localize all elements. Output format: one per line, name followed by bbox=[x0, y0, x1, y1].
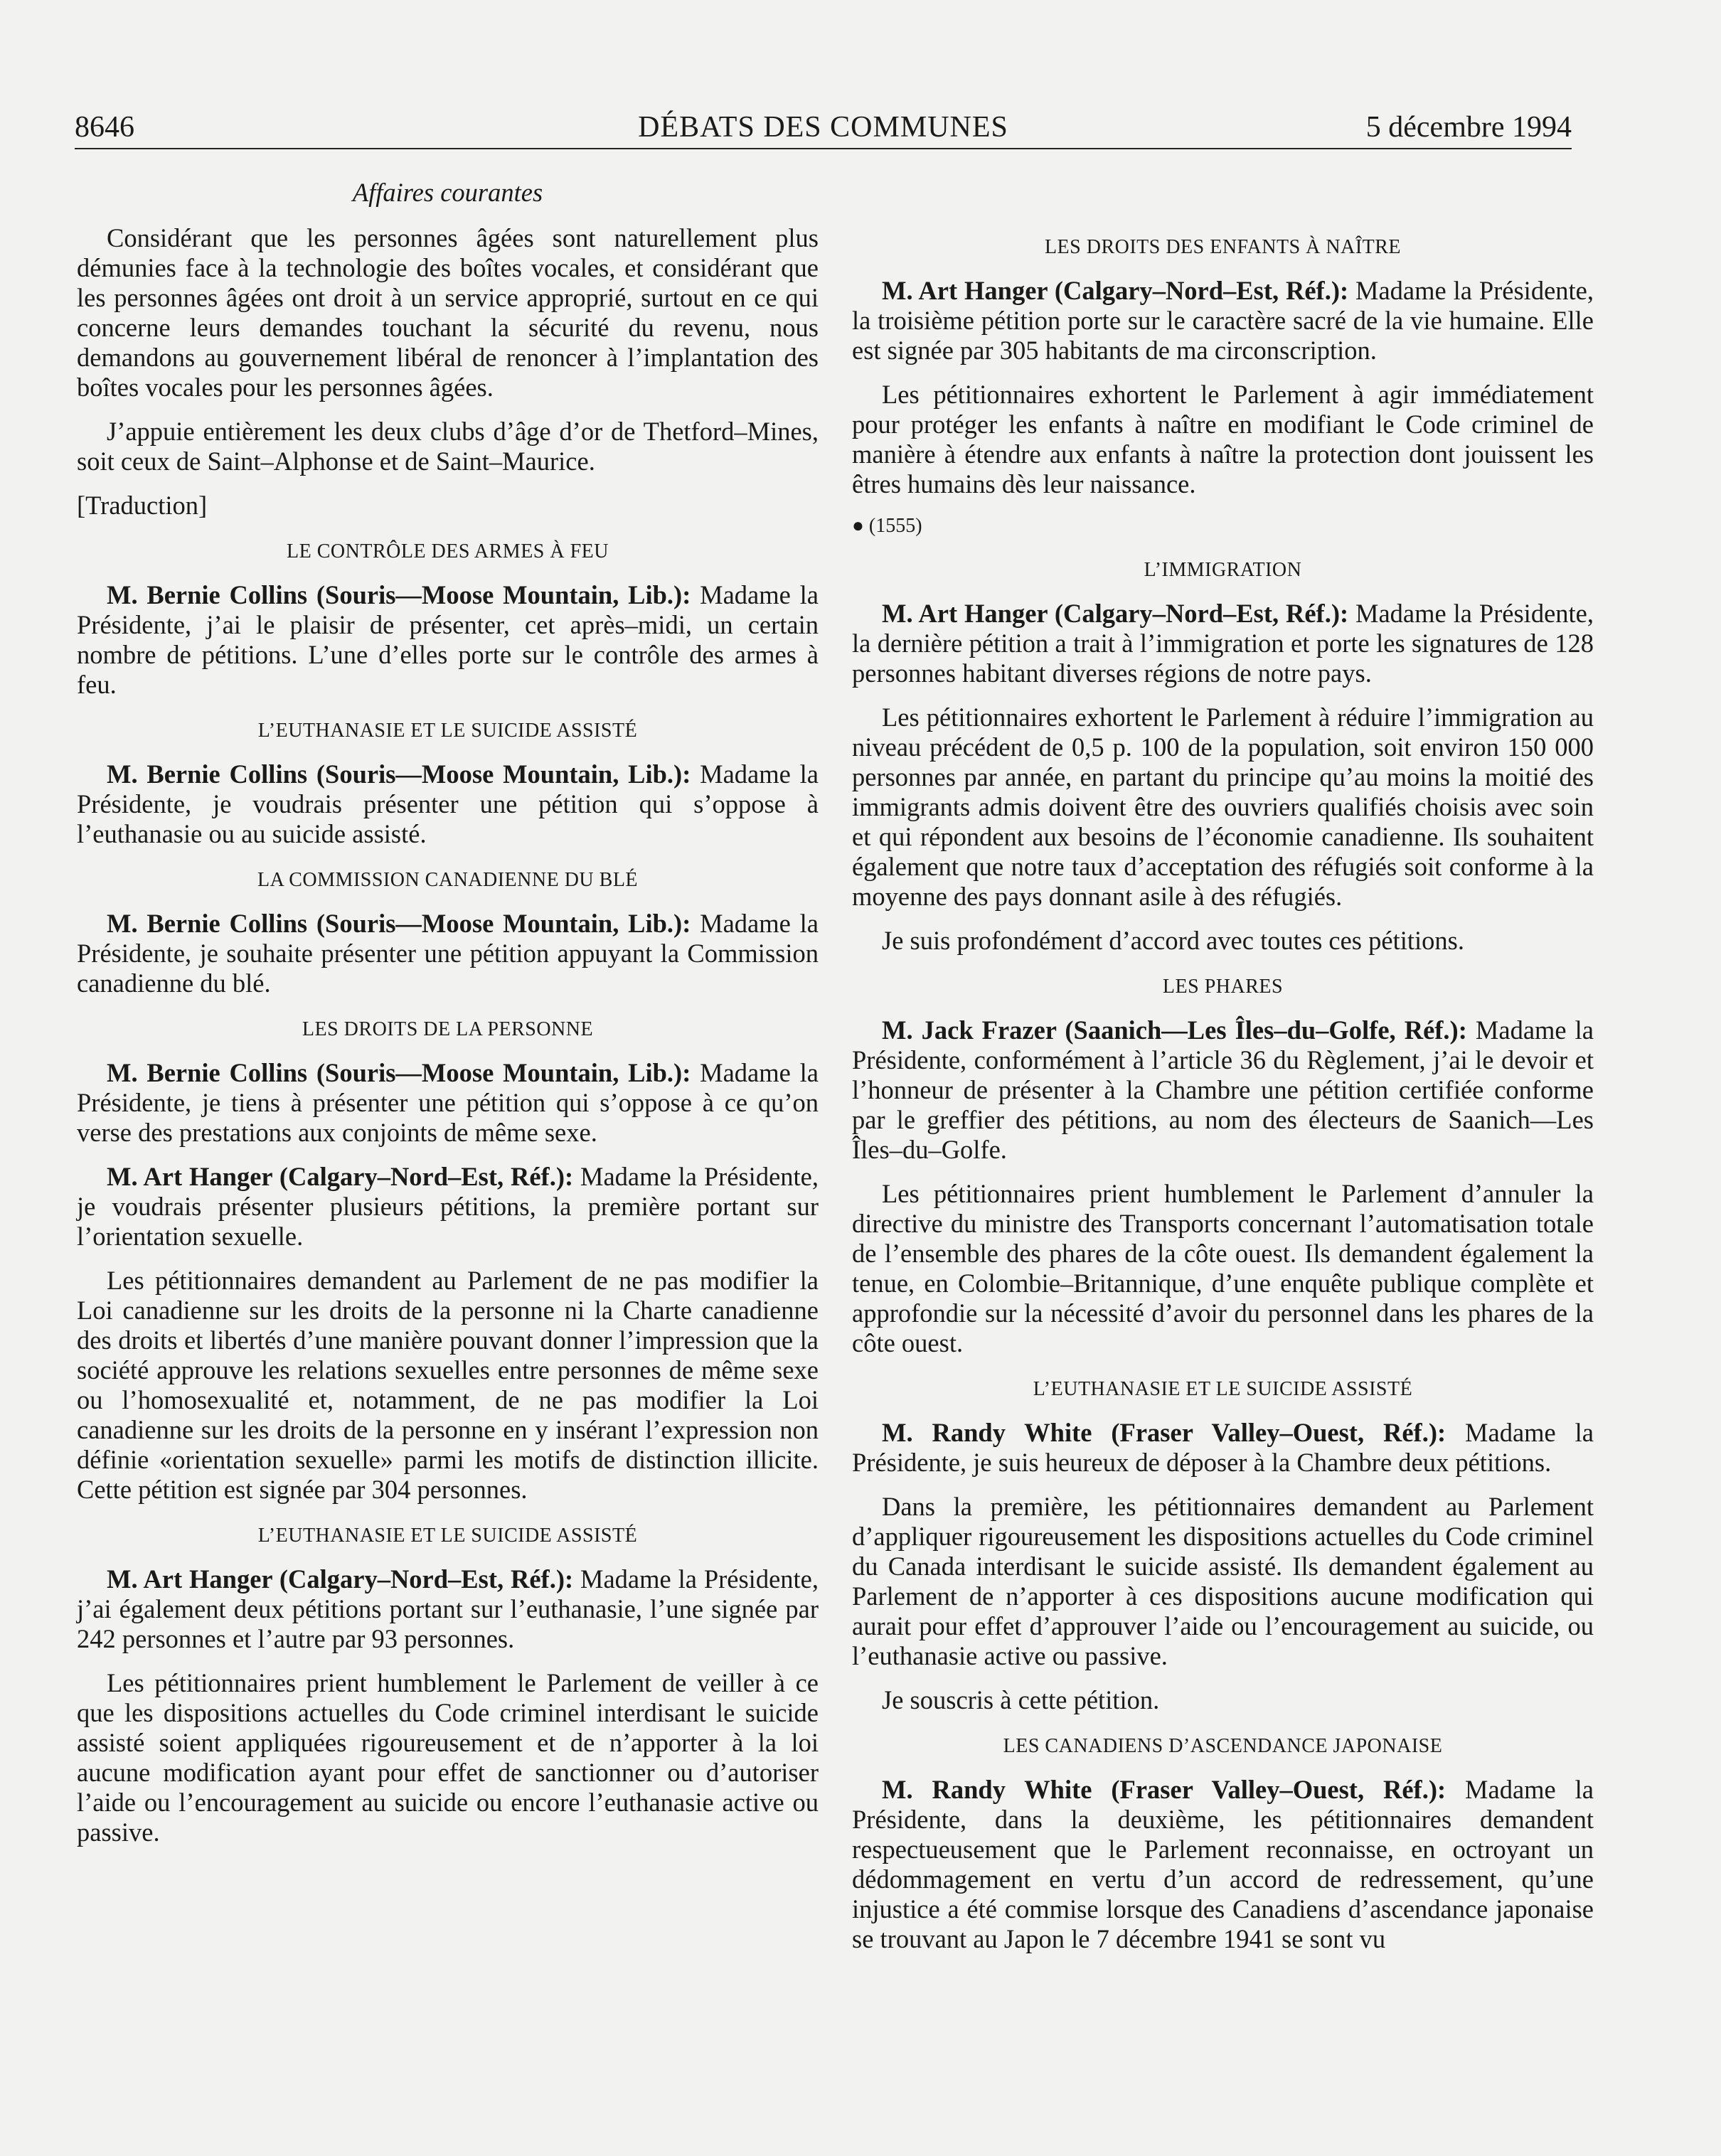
section-heading: LA COMMISSION CANADIENNE DU BLÉ bbox=[257, 869, 639, 891]
section-heading: LES DROITS DES ENFANTS À NAÎTRE bbox=[1044, 236, 1402, 258]
speaker-name: M. Art Hanger (Calgary–Nord–Est, Réf.): bbox=[107, 1162, 574, 1191]
speech-text: Madame la Présidente, j’ai le plaisir de présenter, cet après–midi, un certain nombre de pétitions. L’une d’elles porte sur le contrôle des armes à feu. bbox=[77, 580, 819, 699]
speech-text: Madame la Présidente, je tiens à présenter une pétition qui s’oppose à ce qu’on verse des prestations aux conjoints de même sexe. bbox=[77, 1058, 819, 1147]
section-heading: LES DROITS DE LA PERSONNE bbox=[302, 1018, 594, 1040]
speaker-name: M. Randy White (Fraser Valley–Ouest, Réf.): bbox=[882, 1775, 1446, 1804]
speech bbox=[852, 276, 1594, 365]
speaker-name: M. Bernie Collins (Souris—Moose Mountain, Lib.): bbox=[107, 909, 691, 938]
section-heading: LES PHARES bbox=[1162, 976, 1284, 998]
section-heading: L’IMMIGRATION bbox=[1144, 559, 1302, 581]
speech bbox=[77, 1058, 819, 1148]
speech-text: Madame la Présidente, dans la deuxième, les pétitionnaires demandent respectueusement que le Parlement reconnaisse, en octroyant un dédommagement en vertu d’un accord de redressement, qu’une injustice a été commise lorsque des Canadiens d’ascendance japonaise se trouvant au Japon le 7 décembre 1941 se sont vu bbox=[852, 1775, 1594, 1953]
page-header bbox=[75, 107, 1572, 149]
speaker-name: M. Bernie Collins (Souris—Moose Mountain, Lib.): bbox=[107, 580, 691, 609]
paragraph: Dans la première, les pétitionnaires demandent au Parlement d’appliquer rigoureusement les dispositions actuelles du Code criminel du Canada interdisant le suicide assisté. Ils demandent également au Parlement de n’apporter à ces dispositions aucune modification qui aurait pour effet d’approuver l’aide ou l’encouragement au suicide, ou l’euthanasie active ou passive. bbox=[852, 1492, 1594, 1670]
section-heading: L’EUTHANASIE ET LE SUICIDE ASSISTÉ bbox=[1033, 1378, 1413, 1400]
speech-text: Madame la Présidente, je voudrais présenter une pétition qui s’oppose à l’euthanasie ou au suicide assisté. bbox=[77, 759, 819, 848]
page-number: 8646 bbox=[75, 111, 134, 144]
speaker-name: M. Bernie Collins (Souris—Moose Mountain, Lib.): bbox=[107, 1058, 691, 1087]
speech-text: Madame la Présidente, je suis heureux de déposer à la Chambre deux pétitions. bbox=[852, 1418, 1594, 1477]
speech bbox=[77, 909, 819, 998]
paragraph: Je souscris à cette pétition. bbox=[882, 1685, 1160, 1714]
speech bbox=[77, 1564, 819, 1654]
speech bbox=[852, 1418, 1594, 1478]
speech-text: Madame la Présidente, la troisième pétition porte sur le caractère sacré de la vie humaine. Elle est signée par 305 habitants de ma circonscription. bbox=[852, 276, 1594, 365]
speaker-name: M. Randy White (Fraser Valley–Ouest, Réf.): bbox=[882, 1418, 1446, 1447]
paragraph: Considérant que les personnes âgées sont naturellement plus démunies face à la technologie des boîtes vocales, et considérant que les personnes âgées ont droit à un service approprié, surtout en ce qui concerne leurs demandes touchant la sécurité du revenu, nous demandons au gouvernement libéral de renoncer à l’implantation des boîtes vocales pour les personnes âgées. bbox=[77, 223, 819, 402]
section-heading: LE CONTRÔLE DES ARMES À FEU bbox=[287, 540, 609, 562]
paragraph: Les pétitionnaires prient humblement le Parlement de veiller à ce que les dispositions actuelles du Code criminel interdisant le suicide assisté soient appliquées rigoureusement et de n’apporter à la loi aucune modification ayant pour effet de sanctionner ou d’autoriser l’aide ou l’encouragement au suicide ou encore l’euthanasie active ou passive. bbox=[77, 1668, 819, 1847]
speaker-name: M. Jack Frazer (Saanich—Les Îles–du–Golfe, Réf.): bbox=[882, 1015, 1467, 1045]
paragraph: Je suis profondément d’accord avec toutes ces pétitions. bbox=[882, 926, 1464, 955]
speech-text: Madame la Présidente, conformément à l’article 36 du Règlement, j’ai le devoir et l’honneur de présenter à la Chambre une pétition certifiée conforme par le greffier des pétitions, au nom des électeurs de Saanich—Les Îles–du–Golfe. bbox=[852, 1015, 1594, 1164]
section-rubric: Affaires courantes bbox=[352, 178, 543, 207]
speech bbox=[77, 1162, 819, 1252]
speech bbox=[852, 1015, 1594, 1165]
speech bbox=[852, 599, 1594, 688]
speaker-name: M. Art Hanger (Calgary–Nord–Est, Réf.): bbox=[882, 276, 1349, 305]
speech-text: Madame la Présidente, je souhaite présenter une pétition appuyant la Commission canadienne du blé. bbox=[77, 909, 819, 998]
publication-date: 5 décembre 1994 bbox=[1365, 111, 1572, 144]
speaker-name: M. Art Hanger (Calgary–Nord–Est, Réf.): bbox=[882, 599, 1349, 628]
right-column bbox=[852, 178, 1594, 1968]
speech-text: Madame la Présidente, je voudrais présenter plusieurs pétitions, la première portant sur l’orientation sexuelle. bbox=[77, 1162, 819, 1251]
speech-text: Madame la Présidente, la dernière pétition a trait à l’immigration et porte les signatures de 128 personnes habitant diverses régions de notre pays. bbox=[852, 599, 1594, 688]
section-heading: LES CANADIENS D’ASCENDANCE JAPONAISE bbox=[1003, 1735, 1443, 1757]
publication-title: DÉBATS DES COMMUNES bbox=[638, 111, 1008, 144]
speech bbox=[77, 580, 819, 700]
time-marker: ● (1555) bbox=[852, 515, 922, 537]
speaker-name: M. Art Hanger (Calgary–Nord–Est, Réf.): bbox=[107, 1564, 574, 1594]
speech bbox=[852, 1775, 1594, 1954]
speech-text: Madame la Présidente, j’ai également deux pétitions portant sur l’euthanasie, l’une signée par 242 personnes et l’autre par 93 personnes. bbox=[77, 1564, 819, 1653]
section-heading: L’EUTHANASIE ET LE SUICIDE ASSISTÉ bbox=[257, 1525, 638, 1547]
speaker-name: M. Bernie Collins (Souris—Moose Mountain, Lib.): bbox=[107, 759, 691, 789]
left-column bbox=[77, 178, 819, 1862]
speech bbox=[77, 759, 819, 849]
paragraph: J’appuie entièrement les deux clubs d’âge d’or de Thetford–Mines, soit ceux de Saint–Alphonse et de Saint–Maurice. bbox=[77, 417, 819, 476]
section-heading: L’EUTHANASIE ET LE SUICIDE ASSISTÉ bbox=[257, 720, 638, 742]
paragraph: Les pétitionnaires exhortent le Parlement à réduire l’immigration au niveau précédent de 0,5 p. 100 de la population, soit environ 150 000 personnes par année, en partant du principe qu’au moins la moitié des immigrants admis doivent être des ouvriers qualifiés choisis avec soin et qui répondent aux besoins de l’économie canadienne. Ils souhaitent également que notre taux d’acceptation des réfugiés soit conforme à la moyenne des pays donnant asile à des réfugiés. bbox=[852, 703, 1594, 911]
paragraph: Les pétitionnaires exhortent le Parlement à agir immédiatement pour protéger les enfants à naître en modifiant le Code criminel de manière à étendre aux enfants à naître la protection dont jouissent les êtres humains dès leur naissance. bbox=[852, 380, 1594, 498]
translation-note: [Traduction] bbox=[77, 491, 208, 520]
paragraph: Les pétitionnaires prient humblement le Parlement d’annuler la directive du ministre des Transports concernant l’automatisation totale de l’ensemble des phares de la côte ouest. Ils demandent également la tenue, en Colombie–Britannique, d’une enquête publique complète et approfondie sur la nécessité d’avoir du personnel dans les phares de la côte ouest. bbox=[852, 1179, 1594, 1357]
paragraph: Les pétitionnaires demandent au Parlement de ne pas modifier la Loi canadienne sur les droits de la personne ni la Charte canadienne des droits et libertés d’une manière pouvant donner l’impression que la société approuve les relations sexuelles entre personnes de même sexe ou l’homosexualité et, notamment, de ne pas modifier la Loi canadienne sur les droits de la personne en y insérant l’expression non définie «orientation sexuelle» parmi les motifs de distinction illicite. Cette pétition est signée par 304 personnes. bbox=[77, 1266, 819, 1504]
